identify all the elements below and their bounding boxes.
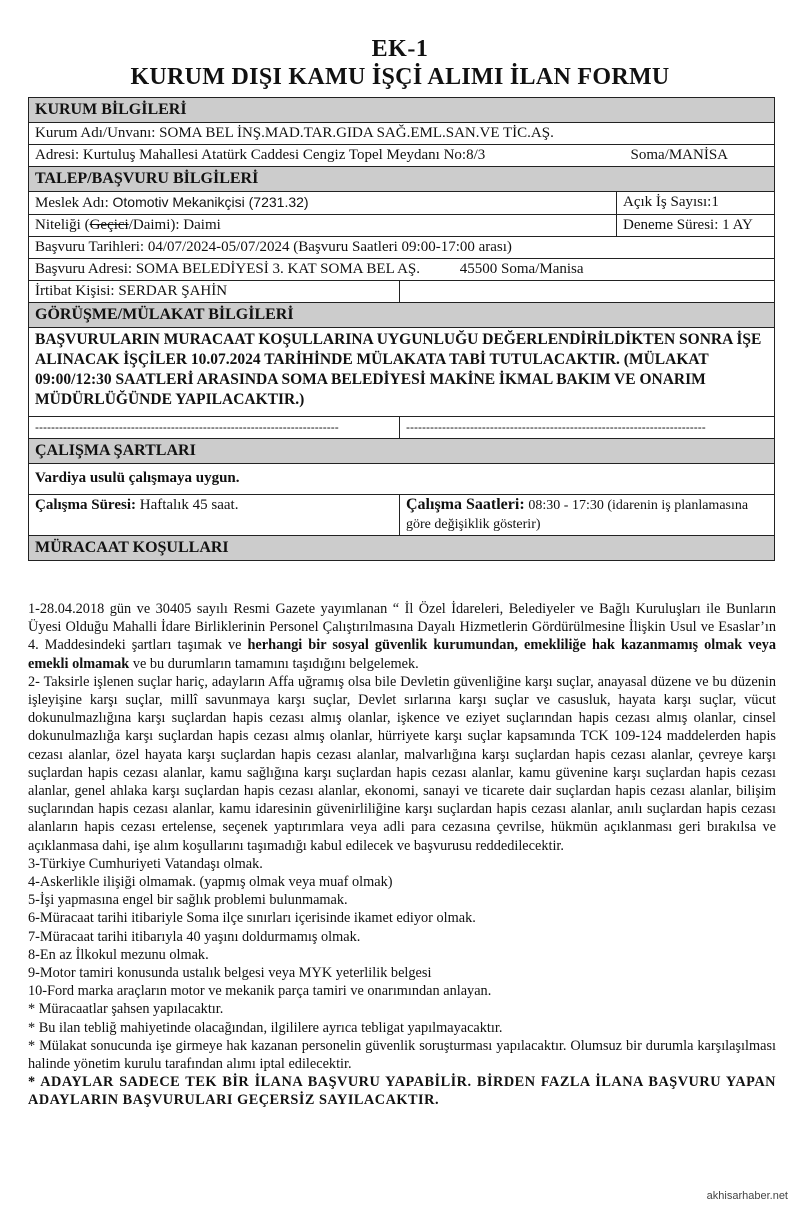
nitelik-label: Niteliği ( (35, 217, 90, 233)
gorusme-text-row (29, 327, 774, 416)
meslek-value: Otomotiv Mekanikçisi (7231.32) (112, 194, 309, 210)
watermark: akhisarhaber.net (706, 1190, 788, 1202)
ilan-form-table (28, 97, 775, 561)
gorusme-header-row (29, 302, 774, 327)
kosul-item: 10-Ford marka araçların motor ve mekanik parça tamiri ve onarımından anlayan. (28, 983, 492, 1000)
kosul-item: * Müracaatlar şahsen yapılacaktır. (28, 1001, 224, 1018)
vardiya-text: Vardiya usulü çalışmaya uygun. (35, 470, 240, 486)
irtibat-row (29, 280, 774, 302)
calisma-suresi-label: Çalışma Süresi: (35, 497, 136, 513)
kosul-2: 2- Taksirle işlenen suçlar hariç, adayların Affa uğramış olsa bile Devletin güvenliğine karşı suçlar, anayasal düzene ve bu düzenin işleyişine karşı suçlar, millî savunmaya karşı suçlar, Devlet sırlarına karşı suçlar ve casusluk, hayata karşı suçlar, vücut dokunulmazlığına karşı suçlardan hapis cezası almış olanlar, işkence ve eziyet suçlarından hapis cezası almış olanlar, cinsel dokunulmazlığa karşı suçlardan hapis cezası almış olanlar, hürriyete karşı suçlar kapsamında TCK 109-124 maddelerden hapis cezası alanlar, özel hayata karşı suçlardan hapis cezası alanlar, malvarlığına karşı suçlardan hapis cezası alanlar, çevreye karşı suçlardan hapis cezası alanlar, kamu sağlığına karşı suçlardan hapis cezası alanlar, kamu güvenine karşı suçlardan hapis cezası alanlar, genel ahlaka karşı suçlardan hapis cezası alanlar, ekonomi, sanayi ve ticarete dair suçlardan hapis cezası alanlar, bilişim suçlarından hapis cezası alanlar, kamu idaresinin güvenirliliğine karşı suçlardan hapis cezası alanlar, anılı suçlardan hapis cezası alanların hapis cezası ertelense, seçenek yaptırımlara veya adli para cezasına çevrilse, hükmün açıklanması geri bırakılsa ve açıklanmasa dahi, işe alım koşullarını taşımadığı kabul edilecek ve başvurusu reddedilecektir. (28, 673, 776, 854)
gorusme-header: GÖRÜŞME/MÜLAKAT BİLGİLERİ (29, 303, 774, 327)
mulakat-notu: * Mülakat sonucunda işe girmeye hak kazanan personelin güvenlik soruşturması yapılacaktır. Olumsuz bir durumla karşılaşılması halinde yönetim kurulu tarafından alımı iptal edilecektir. (28, 1037, 776, 1073)
kosul-item: 8-En az İlkokul mezunu olmak. (28, 946, 209, 963)
nitelik-strike: Geçici (89, 217, 129, 233)
meslek-row (29, 191, 774, 214)
kosul-item: 9-Motor tamiri konusunda ustalık belgesi veya MYK yeterlilik belgesi (28, 965, 432, 982)
muracaat-header-row (29, 535, 774, 560)
talep-header-row (29, 166, 774, 191)
calisma-detay-row (29, 494, 774, 535)
kurum-adres-row (29, 144, 774, 166)
document-subtitle: KURUM DIŞI KAMU İŞÇİ ALIMI İLAN FORMU (130, 64, 670, 90)
tarihler-row (29, 236, 774, 258)
kurum-adres: Adresi: Kurtuluş Mahallesi Atatürk Caddesi Cengiz Topel Meydanı No:8/3 (35, 147, 486, 163)
kurum-ilce: Soma/MANİSA (630, 147, 728, 163)
nitelik-row (29, 214, 774, 236)
kurum-ad: Kurum Adı/Unvanı: SOMA BEL İNŞ.MAD.TAR.GIDA SAĞ.EML.SAN.VE TİC.AŞ. (35, 125, 554, 141)
calisma-saatleri-label: Çalışma Saatleri: (406, 496, 525, 513)
kosul-item: * Bu ilan tebliğ mahiyetinde olacağından, ilgililere ayrıca tebligat yapılmayacaktır. (28, 1019, 503, 1036)
calisma-suresi-value: Haftalık 45 saat. (139, 497, 239, 513)
basvuru-adres-row (29, 258, 774, 280)
kurum-header: KURUM BİLGİLERİ (29, 98, 774, 122)
kosul-item: 3-Türkiye Cumhuriyeti Vatandaşı olmak. (28, 855, 263, 872)
acik-is-sayisi: Açık İş Sayısı:1 (616, 192, 774, 214)
kosul-item: 4-Askerlikle ilişiği olmamak. (yapmış olmak veya muaf olmak) (28, 874, 393, 891)
dash-left: ---------------------------------------------------------------------------- (35, 420, 339, 434)
meslek-label: Meslek Adı: (35, 195, 109, 211)
vardiya-row (29, 463, 774, 494)
nitelik-rest: /Daimi): Daimi (128, 217, 221, 233)
basvuru-posta: 45500 Soma/Manisa (459, 261, 584, 277)
calisma-header-row (29, 438, 774, 463)
calisma-saatleri-value: 08:30 - 17:30 (idarenin iş planlamasına göre değişiklik gösterir) (406, 498, 749, 532)
kurum-ad-row (29, 122, 774, 144)
kosul-item: 7-Müracaat tarihi itibarıyla 40 yaşını doldurmamış olmak. (28, 928, 361, 945)
document-title: EK-1 (371, 36, 429, 62)
talep-header: TALEP/BAŞVURU BİLGİLERİ (29, 167, 774, 191)
dash-right: --------------------------------------------------------------------------- (399, 417, 774, 438)
kosul-item: 6-Müracaat tarihi itibariyle Soma ilçe sınırları içerisinde ikamet ediyor olmak. (28, 910, 476, 927)
deneme-suresi: Deneme Süresi: 1 AY (616, 215, 774, 236)
calisma-header: ÇALIŞMA ŞARTLARI (29, 439, 774, 463)
kosul-item: 5-İşi yapmasına engel bir sağlık problemi bulunmamak. (28, 892, 348, 909)
kurum-header-row (29, 98, 774, 122)
muracaat-kosullari (28, 600, 776, 1110)
basvuru-adres: Başvuru Adresi: SOMA BELEDİYESİ 3. KAT SOMA BEL AŞ. (35, 261, 421, 277)
gorusme-dash-row (29, 416, 774, 438)
mulakat-text: BAŞVURULARIN MURACAAT KOŞULLARINA UYGUNLUĞU DEĞERLENDİRİLDİKTEN SONRA İŞE ALINACAK İŞÇİLER 10.07.2024 TARİHİNDE MÜLAKATA TABİ TUTULACAKTIR. (MÜLAKAT 09:00/12:30 SAATLERİ ARASINDA SOMA BELEDİYESİ MAKİNE İKMAL BAKIM VE ONARIM MÜDÜRLÜĞÜNDE YAPILACAKTIR.) (35, 331, 762, 408)
basvuru-tarihleri: Başvuru Tarihleri: 04/07/2024-05/07/2024 (Başvuru Saatleri 09:00-17:00 arası) (35, 239, 512, 255)
muracaat-header: MÜRACAAT KOŞULLARI (29, 536, 774, 560)
final-notice: * ADAYLAR SADECE TEK BİR İLANA BAŞVURU YAPABİLİR. BİRDEN FAZLA İLANA BAŞVURU YAPAN ADAYLARIN BAŞVURULARI GEÇERSİZ SAYILACAKTIR. (28, 1074, 776, 1109)
kosul-1: 1-28.04.2018 gün ve 30405 sayılı Resmi Gazete yayımlanan “ İl Özel İdareleri, Belediyeler ve Bağlı Kuruluşları ile Bunların Üyesi Olduğu Mahalli İdare Birliklerinin Personel Çalıştırılmasına Dayalı Hizmetlerin Gördürülmesine İlişkin Usul ve Esaslar’ın 4. Maddesindeki şartları taşımak ve herhangi bir sosyal güvenlik kurumundan, emekliliğe hak kazanmamış olmak veya emekli olmamak ve bu durumların tamamını taşıdığını belgelemek. (28, 601, 777, 672)
irtibat-kisisi: İrtibat Kişisi: SERDAR ŞAHİN (35, 283, 228, 299)
